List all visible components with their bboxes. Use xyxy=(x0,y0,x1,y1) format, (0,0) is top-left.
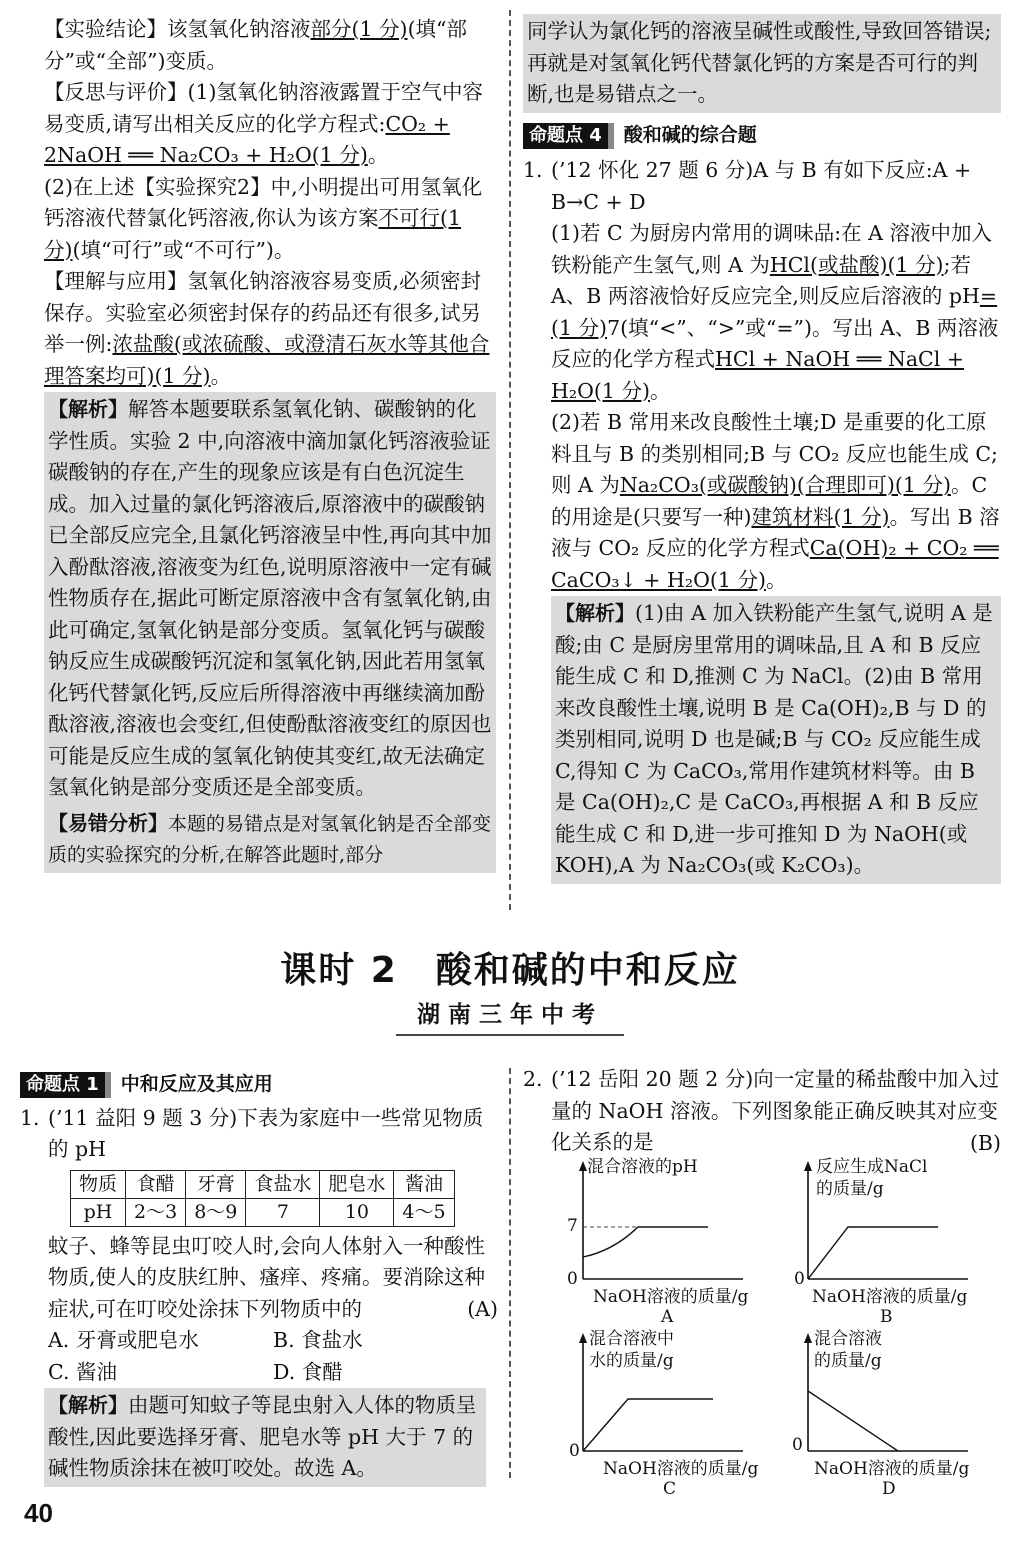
right-column xyxy=(523,14,1001,884)
part2-text-a: (2)若 B 常用来改良酸性土壤;D 是重要的化工原料且与 B 的类别相同;B 与 CO₂ 反应也能生成 C;则 A 为 xyxy=(551,410,998,497)
ph-table xyxy=(70,1170,455,1227)
graph-a-xlabel: NaOH溶液的质量/g xyxy=(593,1287,749,1307)
q2-text: (2)在上述【实验探究2】中,小明提出可用氢氧化钙溶液代替氯化钙溶液,你认为该方案 xyxy=(44,174,483,230)
reflect-paragraph xyxy=(44,77,496,172)
graph-a-ylabel: 混合溶液的pH xyxy=(587,1157,698,1177)
graph-d-ylabel-2: 的质量/g xyxy=(814,1351,882,1371)
graph-c xyxy=(543,1329,763,1499)
analysis-block xyxy=(44,392,496,806)
error-analysis-continued-text: 同学认为氯化钙的溶液呈碱性或酸性,导致回答错误;再就是对氢氧化钙代替氯化钙的方案是否可行的判断,也是易错点之一。 xyxy=(527,19,992,106)
graph-b-letter: B xyxy=(880,1307,893,1327)
ph-table-value-row xyxy=(71,1198,455,1226)
graph-d-letter: D xyxy=(882,1479,896,1499)
graph-d xyxy=(768,1329,988,1499)
bottom-left-column xyxy=(20,1068,498,1487)
graph-b-ylabel-1: 反应生成NaCl xyxy=(816,1157,928,1177)
graph-a-curve xyxy=(583,1227,708,1257)
table-cell: pH xyxy=(71,1198,126,1226)
part2-text-c: 。写出 B 溶液与 CO₂ 反应的化学方程式 xyxy=(551,504,1000,560)
page-number: 40 xyxy=(24,1498,53,1528)
error-analysis-block xyxy=(44,806,496,873)
analysis-text: 解答本题要联系氢氧化钠、碳酸钠的化学性质。实验 2 中,向溶液中滴加氯化钙溶液验证碳酸钠的存在,产生的现象应该是有白色沉淀生成。加入过量的氯化钙溶液后,原溶液中的碳酸钠已全部反应完全,且氯化钙溶液呈中性,再向其中加入酚酞溶液,溶液变为红色,说明原溶液中一定有碱性物质存在,据此可断定原溶液中含有氢氧化钠,由此可确定,氢氧化钠是部分变质。氢氧化钙与碳酸钠反应生成碳酸钙沉淀和氢氧化钠,因此若用氢氧化钙代替氯化钙,反应后所得溶液中再继续滴加酚酞溶液,溶液也会变红,但使酚酞溶液变红的原因也可能是反应生成的氢氧化钠使其变红,故无法确定氢氧化钠是部分变质还是全部变质。 xyxy=(48,397,492,799)
graph-c-origin: 0 xyxy=(569,1441,580,1461)
graph-a-letter: A xyxy=(661,1307,674,1327)
table-cell: 肥皂水 xyxy=(320,1170,394,1198)
graph-c-y-arrow xyxy=(579,1333,587,1343)
table-cell: 2～3 xyxy=(126,1198,186,1226)
option-b: B. 食盐水 xyxy=(273,1328,363,1352)
question-1-number: 1. xyxy=(523,158,543,182)
lesson-title: 课时 2 酸和碱的中和反应 xyxy=(280,950,740,991)
graph-a xyxy=(543,1157,763,1327)
part1-end: 。 xyxy=(649,378,671,403)
column-divider-bottom xyxy=(509,1068,511,1478)
question-2-answer: (B) xyxy=(969,1130,1001,1155)
graph-grid xyxy=(523,1157,1001,1499)
graph-b xyxy=(768,1157,988,1327)
error-analysis-text: 本题的易错点是对氢氧化钠是否全部变质的实验探究的分析,在解答此题时,部分 xyxy=(48,812,492,866)
error-analysis-continued xyxy=(523,14,1001,113)
part2-end: 。 xyxy=(765,567,787,592)
column-divider-top xyxy=(509,10,511,910)
question-1-analysis-label: 【解析】 xyxy=(555,601,635,625)
conclusion-paragraph xyxy=(44,14,496,77)
bottom-question-1-stem xyxy=(20,1103,498,1166)
table-cell: 牙膏 xyxy=(186,1170,246,1198)
graph-a-origin: 0 xyxy=(567,1269,578,1289)
question-2-number: 2. xyxy=(523,1067,543,1091)
q2-paragraph xyxy=(44,172,496,267)
part1-answer-3: HCl + NaOH ══ NaCl + H₂O(1 分) xyxy=(551,347,964,403)
question-2 xyxy=(523,1064,1001,1159)
reflect-answer: CO₂ + 2NaOH ══ Na₂CO₃ + H₂O(1 分) xyxy=(44,111,450,167)
part1-text-c: 7(填“<”、“>”或“=”)。写出 A、B 两溶液反应的化学方程式 xyxy=(551,315,999,371)
topic4-title: 酸和碱的综合题 xyxy=(623,123,757,146)
part2-answer-1: Na₂CO₃(或碳酸钠)(合理即可)(1 分) xyxy=(619,473,951,497)
table-cell: 7 xyxy=(246,1198,320,1226)
graph-d-curve xyxy=(808,1391,898,1451)
question-1-stem xyxy=(523,155,1001,218)
bottom-analysis-text: 由题可知蚊子等昆虫射入人体的物质呈酸性,因此要选择牙膏、肥皂水等 pH 大于 7 的碱性物质涂抹在被叮咬处。故选 A。 xyxy=(48,1393,477,1480)
topic1-heading xyxy=(20,1068,498,1101)
option-d: D. 食醋 xyxy=(273,1359,343,1384)
graph-c-xlabel: NaOH溶液的质量/g xyxy=(603,1459,759,1479)
graph-c-ylabel-1: 混合溶液中 xyxy=(589,1329,674,1349)
bottom-analysis-label: 【解析】 xyxy=(48,1393,128,1417)
conclusion-answer: 部分(1 分) xyxy=(310,17,408,41)
graph-b-origin: 0 xyxy=(794,1269,805,1289)
option-c: C. 酱油 xyxy=(48,1359,117,1384)
topic4-tag: 命题点 4 xyxy=(523,123,614,149)
table-cell: 8～9 xyxy=(186,1198,246,1226)
apply-text: 【理解与应用】氢氧化钠溶液容易变质,必须密封保存。实验室必须密封保存的药品还有很多,试另举一例: xyxy=(44,269,482,356)
part1-text-b: ;若 A、B 两溶液恰好反应完全,则反应后溶液的 pH xyxy=(551,252,980,308)
bottom-question-1-answer: (A) xyxy=(467,1296,498,1321)
table-cell: 4～5 xyxy=(394,1198,454,1226)
left-column xyxy=(44,14,496,873)
graph-d-ylabel-1: 混合溶液 xyxy=(814,1329,882,1349)
q2-answer: 不可行(1 分) xyxy=(44,206,462,262)
question-1-analysis xyxy=(551,596,1001,884)
section-subtitle: 湖南三年中考 xyxy=(417,1002,603,1028)
graph-a-y-arrow xyxy=(579,1161,587,1171)
bottom-question-1-stem-text: (’11 益阳 9 题 3 分)下表为家庭中一些常见物质的 pH xyxy=(48,1105,484,1161)
options-list xyxy=(48,1325,498,1388)
table-cell: 酱油 xyxy=(394,1170,454,1198)
q2-text-end: (填“可行”或“不可行”)。 xyxy=(72,237,295,262)
question-2-stem-text: (’12 岳阳 20 题 2 分)向一定量的稀盐酸中加入过量的 NaOH 溶液。下列图象能正确反映其对应变化关系的是 xyxy=(551,1067,1000,1154)
part2-text-b: 。C 的用途是(只要写一种) xyxy=(551,473,988,529)
bottom-right-column xyxy=(523,1064,1001,1499)
part1-answer-2: =(1 分) xyxy=(551,284,998,340)
bottom-question-1 xyxy=(20,1103,498,1389)
graph-b-ylabel-2: 的质量/g xyxy=(816,1179,884,1199)
question-1-stem-text: (’12 怀化 27 题 6 分)A 与 B 有如下反应:A + B→C + D xyxy=(551,158,972,214)
graph-c-letter: C xyxy=(663,1479,677,1499)
graph-d-xlabel: NaOH溶液的质量/g xyxy=(814,1459,970,1479)
apply-paragraph xyxy=(44,266,496,392)
part1-answer-1: HCl(或盐酸)(1 分) xyxy=(769,252,944,277)
graph-b-curve xyxy=(808,1227,938,1279)
reflect-end: 。 xyxy=(367,143,389,167)
reflect-text: 【反思与评价】(1)氢氧化钠溶液露置于空气中容易变质,请写出相关反应的化学方程式: xyxy=(44,80,484,136)
subtitle-underline xyxy=(396,1034,624,1036)
topic1-title: 中和反应及其应用 xyxy=(120,1073,273,1095)
part2-answer-3: Ca(OH)₂ + CO₂ ══ CaCO₃↓ + H₂O(1 分) xyxy=(551,536,999,592)
table-cell: 物质 xyxy=(71,1170,126,1198)
question-1-part1 xyxy=(551,218,1001,407)
table-cell: 食盐水 xyxy=(246,1170,320,1198)
graph-d-origin: 0 xyxy=(792,1435,803,1455)
question-1 xyxy=(523,155,1001,884)
table-cell: 食醋 xyxy=(126,1170,186,1198)
graph-b-y-arrow xyxy=(804,1161,812,1171)
option-a: A. 牙膏或肥皂水 xyxy=(48,1328,199,1352)
conclusion-text: 【实验结论】该氢氧化钠溶液 xyxy=(44,17,311,41)
table-cell: 10 xyxy=(320,1198,394,1226)
graph-c-ylabel-2: 水的质量/g xyxy=(589,1351,674,1371)
part2-answer-2: 建筑材料(1 分) xyxy=(751,504,890,529)
topic1-tag: 命题点 1 xyxy=(20,1072,111,1098)
bottom-question-1-body-text: 蚊子、蜂等昆虫叮咬人时,会向人体射入一种酸性物质,使人的皮肤红肿、瘙痒、疼痛。要消除这种症状,可在叮咬处涂抹下列物质中的 xyxy=(48,1233,486,1321)
bottom-question-1-body xyxy=(48,1231,498,1326)
bottom-analysis-block xyxy=(44,1388,486,1487)
part1-text-a: (1)若 C 为厨房内常用的调味品:在 A 溶液中加入铁粉能产生氢气,则 A 为 xyxy=(551,221,992,277)
analysis-label: 【解析】 xyxy=(48,397,128,421)
graph-a-tick-7: 7 xyxy=(567,1216,578,1236)
error-analysis-label: 【易错分析】 xyxy=(48,810,168,835)
graph-c-curve xyxy=(583,1399,713,1451)
question-1-analysis-text: (1)由 A 加入铁粉能产生氢气,说明 A 是酸;由 C 是厨房里常用的调味品,且 A 和 B 反应能生成 C 和 D,推测 C 为 NaCl。(2)由 B 常用来改良酸性土壤,说明 B 是 Ca(OH)₂,B 与 D 的类别相同,说明 D 也是碱;B 与 CO₂ 反应能生成 C,得知 C 为 CaCO₃,常用作建筑材料等。由 B 是 Ca(OH)₂,C 是 CaCO₃,再根据 A 和 B 反应能生成 C 和 D,进一步可推知 D 为 NaOH(或 KOH),A 为 Na₂CO₃(或 K₂CO₃)。 xyxy=(555,601,993,877)
graph-d-y-arrow xyxy=(804,1333,812,1343)
bottom-question-1-number: 1. xyxy=(20,1105,40,1130)
apply-answer: 浓盐酸(或浓硫酸、或澄清石灰水等其他合理答案均可)(1 分) xyxy=(44,332,490,388)
topic4-heading xyxy=(523,119,1001,152)
ph-table-header-row xyxy=(71,1170,455,1198)
graph-b-xlabel: NaOH溶液的质量/g xyxy=(812,1287,968,1307)
conclusion-text-end: (填“部分”或“全部”)变质。 xyxy=(44,17,468,73)
question-1-part2 xyxy=(551,407,1001,596)
apply-end: 。 xyxy=(210,363,232,388)
